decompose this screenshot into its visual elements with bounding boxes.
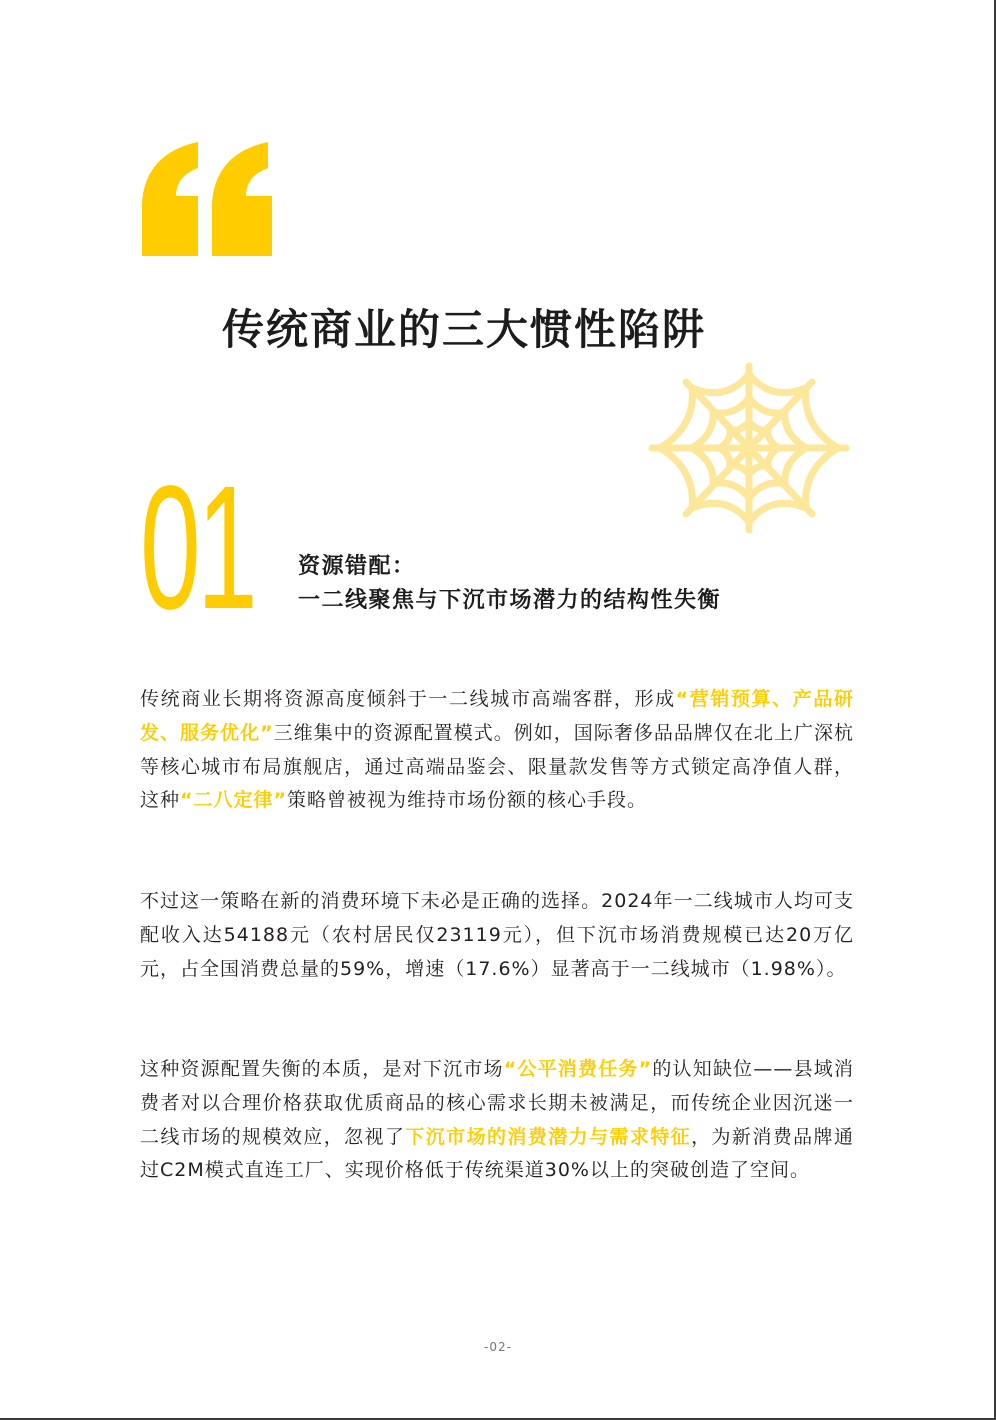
section-heading-line2: 一二线聚焦与下沉市场潜力的结构性失衡 xyxy=(298,588,722,613)
paragraph-1-highlight-a: “营销预算、产品研发、服务优化” xyxy=(140,688,854,744)
paragraph-2: 不过这一策略在新的消费环境下未必是正确的选择。2024年一二线城市人均可支配收入达54188元（农村居民仅23119元），但下沉市场消费规模已达20万亿元，占全国消费总量的59%，增速（17.6%）显著高于一二线城市（1.98%）。 xyxy=(140,890,854,980)
section-number: 01 xyxy=(140,450,254,646)
paragraph-1-text-b: 三维集中的资源配置模式。例如，国际奢侈品品牌仅在北上广深杭等核心城市布局旗舰店，通过高端品鉴会、限量款发售等方式锁定高净值人群，这种 xyxy=(140,721,854,812)
paragraph-3-highlight-b: 下沉市场的消费潜力与需求特征 xyxy=(405,1125,692,1148)
paragraph-1 xyxy=(140,683,854,818)
spider-web-icon xyxy=(646,360,852,536)
paragraph-3 xyxy=(140,1053,854,1188)
section-heading xyxy=(298,550,721,618)
section-heading-line1: 资源错配： xyxy=(298,554,416,579)
page-number: -02- xyxy=(484,1340,512,1354)
paragraph-3-text-c: ，为新消费品牌通过C2M模式直连工厂、实现价格低于传统渠道30%以上的突破创造了空间。 xyxy=(140,1125,854,1182)
paragraph-3-highlight-a: “公平消费任务” xyxy=(503,1058,653,1080)
page-title: 传统商业的三大惯性陷阱 xyxy=(222,305,707,354)
paragraph-1-text-c: 策略曾被视为维持市场份额的核心手段。 xyxy=(287,789,648,812)
paragraph-3-text-b: 的认知缺位——县域消费者对以合理价格获取优质商品的核心需求长期未被满足，而传统企业因沉迷一二线市场的规模效应，忽视了 xyxy=(140,1058,854,1148)
paragraph-1-highlight-b: “二八定律” xyxy=(180,789,287,812)
paragraph-1-text-a: 传统商业长期将资源高度倾斜于一二线城市高端客群，形成 xyxy=(140,688,676,710)
quote-mark-icon xyxy=(140,140,274,256)
paragraph-3-text-a: 这种资源配置失衡的本质，是对下沉市场 xyxy=(140,1058,504,1080)
